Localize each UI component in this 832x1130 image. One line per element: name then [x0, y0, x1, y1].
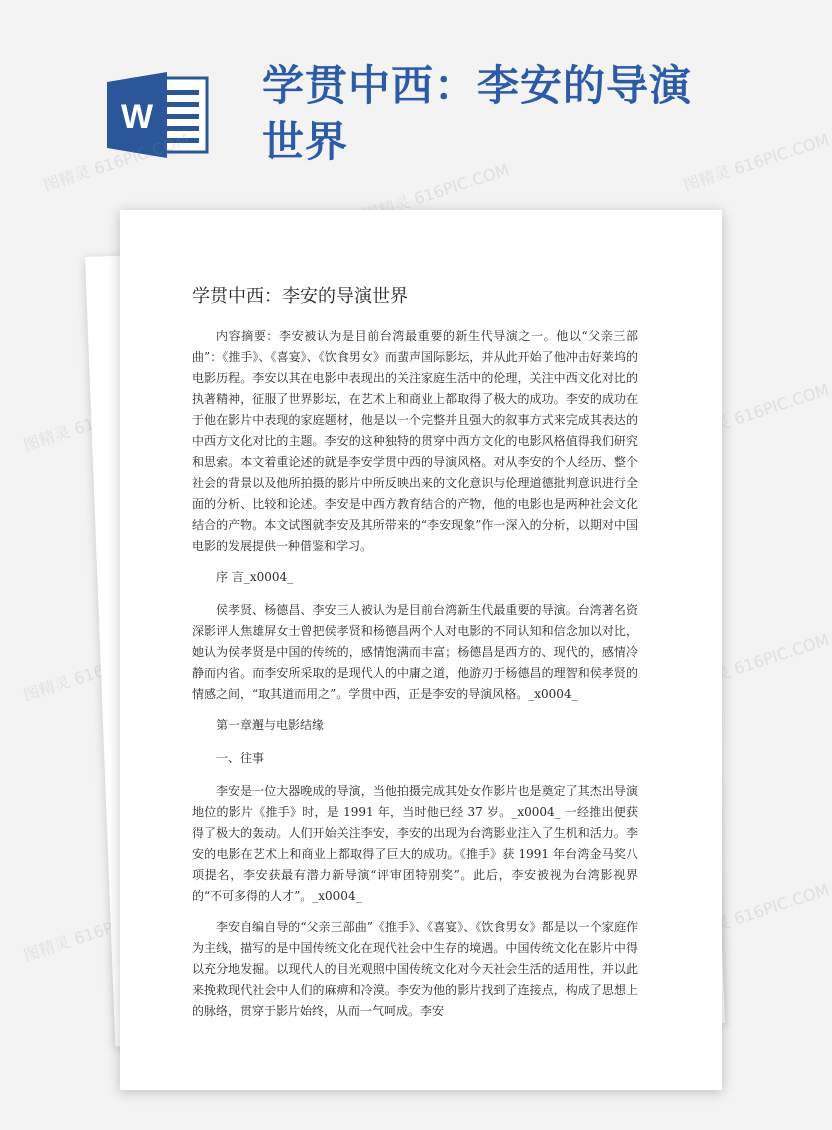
watermark: 图精灵 616PIC.COM	[681, 629, 832, 695]
watermark: 图精灵 616PIC.COM	[41, 129, 192, 195]
section-heading: 一、往事	[216, 751, 265, 765]
watermark: 图精灵 616PIC.COM	[21, 639, 172, 705]
banner	[0, 0, 800, 190]
document-body	[192, 326, 638, 1032]
banner-title: 学贯中西：李安的导演世界	[262, 61, 693, 166]
word-document-icon	[105, 72, 215, 158]
word-logo-letter: W	[120, 98, 154, 136]
document-title: 学贯中西：李安的导演世界	[192, 286, 408, 307]
abstract-paragraph: 内容摘要：李安被认为是目前台湾最重要的新生代导演之一。他以“父亲三部曲”：《推手》、《喜宴》、《饮食男女》而蜚声国际影坛，并从此开始了他冲击好莱坞的电影历程。李安以其在电影中表现出的关注家庭生活中的伦理，关注中西文化对比的执著精神，征服了世界影坛，在艺术上和商业上都取得了极大的成功。李安的成功在于他在影片中表现的家庭题材，他是以一个完整并且强大的叙事方式来完成其表达的中西方文化对比的主题。李安的这种独特的贯穿中西方文化的电影风格值得我们研究和思索。本文着重论述的就是李安学贯中西的导演风格。对从李安的个人经历、整个社会的背景以及他所拍摄的影片中所反映出来的文化意识与伦理道德批判意识进行全面的分析、比较和论述。李安是中西方教育结合的产物，他的电影也是两种社会文化结合的产物。本文试图就李安及其所带来的“李安现象”作一深入的分析，以期对中国电影的发展提供一种借鉴和学习。	[192, 329, 638, 553]
body-paragraph: 侯孝贤、杨德昌、李安三人被认为是目前台湾新生代最重要的导演。台湾著名资深影评人焦雄屏女士曾把侯孝贤和杨德昌两个人对电影的不同认知和信念加以对比，她认为侯孝贤是中国的传统的，感情饱满而丰富；杨德昌是西方的、现代的，感情冷静而内省。而李安所采取的是现代人的中庸之道，他游刃于杨德昌的理智和侯孝贤的情感之间，“取其道而用之”。学贯中西，正是李安的导演风格。_x0004_	[192, 603, 638, 701]
body-paragraph: 李安是一位大器晚成的导演，当他拍摄完成其处女作影片也是奠定了其杰出导演地位的影片《推手》时，是 1991 年，当时他已经 37 岁。_x0004_ 一经推出便获得了极大的轰动。人们开始关注李安，李安的出现为台湾影业注入了生机和活力。李安的电影在艺术上和商业上都取得了巨大的成功。《推手》获 1991 年台湾金马奖八项提名，李安获最有潜力新导演“评审团特别奖”。此后，李安被视为台湾影视界的“不可多得的人才”。_x0004_	[192, 784, 638, 903]
watermark: 图精灵 616PIC.COM	[681, 129, 832, 195]
chapter-heading: 第一章邂与电影结缘	[216, 718, 325, 732]
preface-heading: 序 言_x0004_	[216, 570, 294, 584]
body-paragraph: 李安自编自导的“父亲三部曲”《推手》、《喜宴》、《饮食男女》都是以一个家庭作为主线，描写的是中国传统文化在现代社会中生存的境遇。中国传统文化在影片中得以充分地发掘。以现代人的目光观照中国传统文化对今天社会生活的适用性，并以此来挽救现代社会中人们的麻痹和冷漠。李安为他的影片找到了连接点，构成了思想上的脉络，贯穿于影片始终，从而一气呵成。李安	[192, 920, 638, 1018]
watermark: 图精灵 616PIC.COM	[361, 159, 512, 225]
watermark: 图精灵 616PIC.COM	[681, 879, 832, 945]
watermark: 图精灵 616PIC.COM	[681, 379, 832, 445]
document-page	[120, 210, 722, 1090]
watermark: 图精灵	[21, 422, 73, 455]
watermark: 图精灵 616PIC.COM	[21, 899, 172, 965]
